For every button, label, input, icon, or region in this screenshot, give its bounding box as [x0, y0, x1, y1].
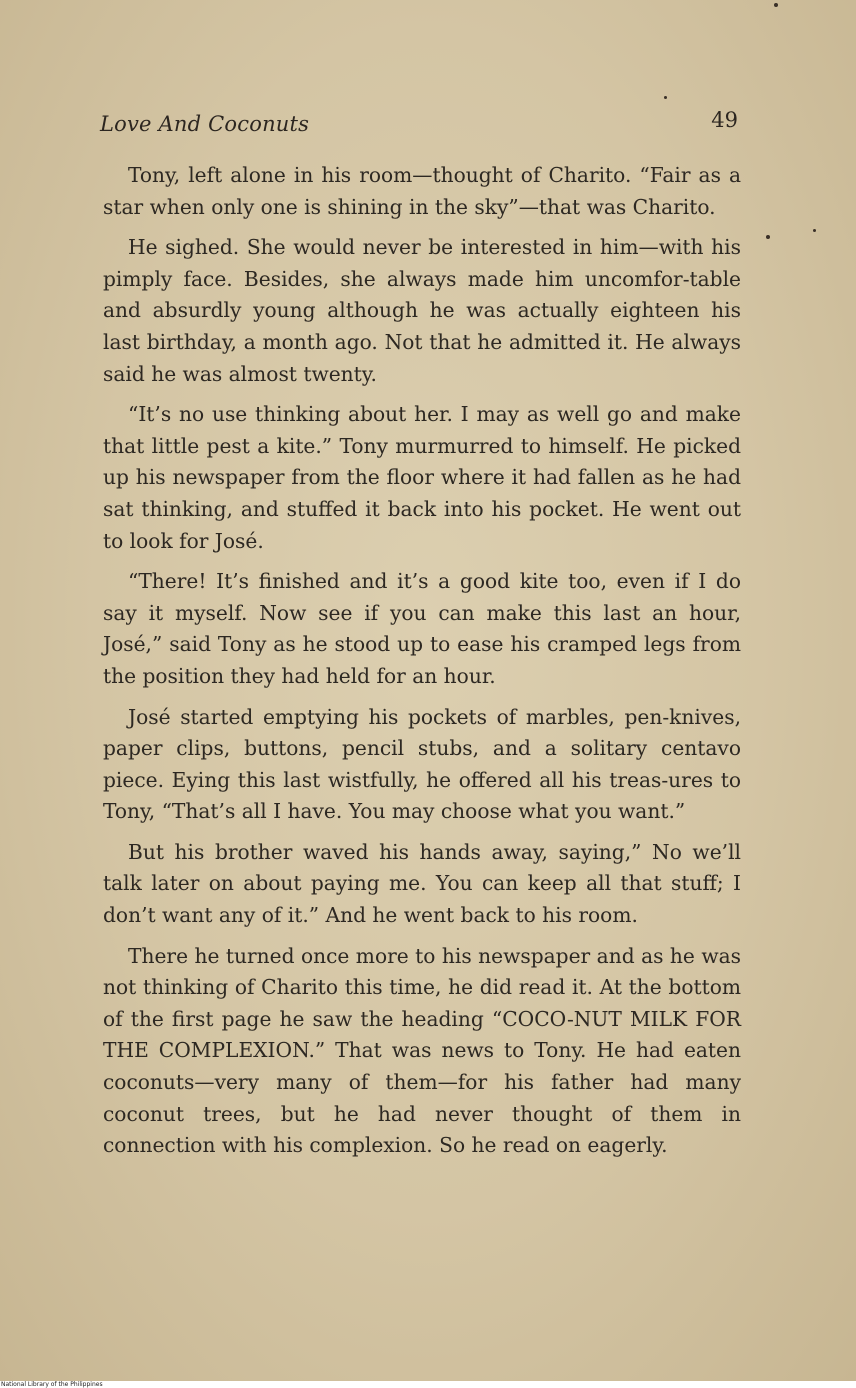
page-number: 49 [711, 108, 738, 132]
paragraph: But his brother waved his hands away, saying,” No we’ll talk later on about paying me. You can keep all that stuff; I don’t want any of it.” And he went back to his room. [103, 839, 741, 928]
body-text [103, 160, 741, 1171]
ink-speck [766, 235, 770, 239]
paragraph: “It’s no use thinking about her. I may as well go and make that little pest a kite.” Tony murmurred to himself. He picked up his newspaper from the floor where it had fallen as he had sat thinking, and stuffed it back into his pocket. He went out to look for José. [103, 402, 741, 553]
ink-speck [774, 3, 778, 7]
running-title: Love And Coconuts [100, 112, 310, 136]
paragraph: He sighed. She would never be interested in him—with his pimply face. Besides, she always made him uncomfor-table and absurdly young although he was actually eighteen his last birthday, a month ago. Not that he admitted it. He always said he was almost twenty. [103, 235, 741, 386]
paragraph: “There! It’s finished and it’s a good kite too, even if I do say it myself. Now see if you can make this last an hour, José,” said Tony as he stood up to ease his cramped legs from the position they had held for an hour. [103, 569, 741, 688]
paragraph: There he turned once more to his newspaper and as he was not thinking of Charito this time, he did read it. At the bottom of the first page he saw the heading “COCO-NUT MILK FOR THE COMPLEXION.” That was news to Tony. He had eaten coconuts—very many of them—for his father had many coconut trees, but he had never thought of them in connection with his complexion. So he read on eagerly. [103, 943, 741, 1158]
ink-speck [664, 96, 667, 99]
page-header [100, 108, 738, 144]
ink-speck [813, 229, 816, 232]
paragraph: José started emptying his pockets of marbles, pen-knives, paper clips, buttons, pencil stubs, and a solitary centavo piece. Eying this last wistfully, he offered all his treas-ures to Tony, “That’s all I have. You may choose what you want.” [103, 704, 741, 824]
library-credit: National Library of the Philippines [0, 1381, 856, 1388]
paragraph: Tony, left alone in his room—thought of Charito. “Fair as a star when only one is shining in the sky”—that was Charito. [103, 163, 741, 219]
